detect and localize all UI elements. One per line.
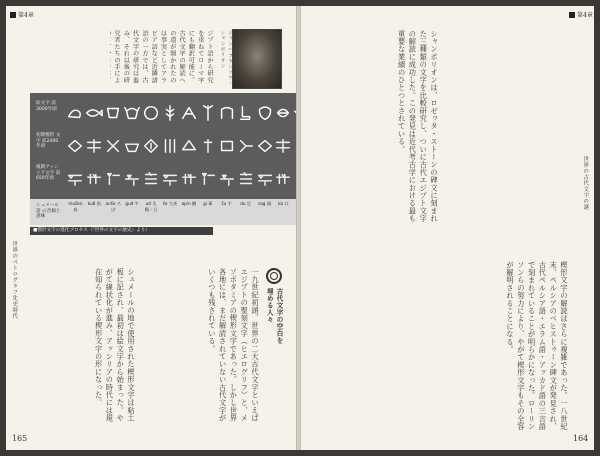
early-cuneiform-glyph bbox=[236, 130, 255, 162]
early-cuneiform-glyph bbox=[179, 130, 198, 162]
assyrian-cuneiform-glyph bbox=[66, 163, 85, 195]
section-heading bbox=[264, 268, 284, 348]
square-bullet-icon bbox=[10, 12, 16, 18]
early-cuneiform-glyph bbox=[104, 130, 123, 162]
early-cuneiform-glyph bbox=[198, 130, 217, 162]
assyrian-cuneiform-glyph bbox=[104, 163, 123, 195]
pictograph-glyph bbox=[123, 97, 142, 129]
pictograph-glyph bbox=[142, 97, 161, 129]
early-cuneiform-glyph bbox=[85, 130, 104, 162]
assyrian-cuneiform-glyph bbox=[255, 163, 274, 195]
sumerian-name-cell: ud 太陽・日 bbox=[144, 201, 158, 212]
running-header-right: 世界の古代文字の謎 bbox=[582, 156, 589, 210]
assyrian-cuneiform-glyph bbox=[198, 163, 217, 195]
chart-caption: ■楔形文字の進化プロセス（『世界の文字の歴史』より） bbox=[30, 227, 213, 235]
pictograph-glyph bbox=[217, 97, 236, 129]
sumerian-name-cell: mušen 鳥 bbox=[68, 201, 83, 212]
pictograph-glyph bbox=[161, 97, 180, 129]
assyrian-cuneiform-glyph bbox=[142, 163, 161, 195]
running-header-left: 世界のペトログラフ先史時代 bbox=[11, 241, 18, 319]
sumerian-name-cell: apin 鋤 bbox=[181, 201, 197, 206]
sumerian-name-cell: ku6 魚 bbox=[87, 201, 101, 206]
pictograph-glyph bbox=[104, 97, 123, 129]
sumerian-name-cell: šu 手 bbox=[221, 201, 232, 206]
right-page bbox=[301, 6, 594, 450]
body-upper-right: シャンポリオンは、ロゼッタ・ストーンの碑文に刻まれた三種類の文字を比較研究し、ついに古代エジプト文字の解読に成功した。この発見は近代考古学における最も重要な業績のひとつとされている。 bbox=[397, 30, 439, 223]
sumerian-name-cell: ka 口 bbox=[278, 201, 289, 206]
assyrian-cuneiform-glyph bbox=[161, 163, 180, 195]
sumerian-name-cell: du 足 bbox=[240, 201, 252, 206]
pictograph-glyph bbox=[66, 97, 85, 129]
target-circle-icon bbox=[266, 268, 282, 284]
cuneiform-evolution-chart bbox=[30, 93, 296, 225]
row-label-sumerian: シュメール語 の音価と意味 bbox=[36, 203, 61, 220]
sumerian-name-cell: anše ろば bbox=[105, 201, 122, 212]
section-title: 古代文字の空白を埋める人々 bbox=[265, 288, 284, 344]
early-cuneiform-glyph bbox=[142, 130, 161, 162]
body-lower-left-2: シュメールの地で使用された楔形文字は粘土板に記され、最初は絵文字から始まった。やがて線状化が進み、アッシリアの時代には現在知られている楔形文字の形になった。 bbox=[94, 268, 136, 422]
square-bullet-icon bbox=[569, 12, 575, 18]
portrait-caption: ジャン=フランソワ・シャンポリオン bbox=[219, 30, 233, 86]
assyrian-cuneiform-glyph bbox=[236, 163, 255, 195]
sumerian-name-cell: še 大麦 bbox=[162, 201, 178, 206]
pictograph-row bbox=[66, 97, 296, 129]
row-label-assyrian: 後期アッシ リア文字 前650年頃 bbox=[36, 165, 61, 182]
assyrian-cuneiform-glyph bbox=[217, 163, 236, 195]
pictograph-glyph bbox=[85, 97, 104, 129]
sumerian-name-cell: gi 葦 bbox=[203, 201, 213, 206]
assyrian-cuneiform-glyph bbox=[85, 163, 104, 195]
row-label-pictograph: 絵文字 前3000年頃 bbox=[36, 101, 57, 112]
pictograph-glyph bbox=[255, 97, 274, 129]
assyrian-cuneiform-glyph bbox=[274, 163, 293, 195]
pictograph-glyph bbox=[179, 97, 198, 129]
sumerian-names-row bbox=[66, 201, 296, 223]
early-cuneiform-glyph bbox=[123, 130, 142, 162]
early-cuneiform-glyph bbox=[217, 130, 236, 162]
body-lower-right: 楔形文字の解読はさらに複雑であった。一八世紀末、ペルシアのベヒストゥーン碑文が発見され、古代ペルシア語・エラム語・アッカド語の三言語で刻まれていることが明らかになった。ローリンソンらの努力により、やがて楔形文字もその全容が解明されることになる。 bbox=[506, 261, 569, 431]
chapter-mark-left: 第4章 bbox=[10, 10, 34, 19]
sumerian-name-cell: sag 頭 bbox=[258, 201, 271, 206]
pictograph-glyph bbox=[274, 97, 293, 129]
body-upper-left: ジプト語から研究を重ねてローマ字にも翻訳可能に。古代文字の解読への道が開かれたのは事実としてアラビア語など近隣諸語の一方では、古代文字の研究は進み、それ以後の研究者たちの手によ bbox=[113, 30, 213, 84]
row-label-early-cuneiform: 初期楔形 文字 前2400年頃 bbox=[36, 133, 61, 150]
body-lower-left-1: 一九世紀初頭、世界の二大古代文字といえばエジプトの聖刻文字（ヒエログリフ）と、メソポタミアの楔形文字であった。しかし世界各地には、まだ解読されていない古代文字がいくつも残されている。 bbox=[207, 268, 260, 422]
pictograph-glyph bbox=[198, 97, 217, 129]
early-cuneiform-row bbox=[66, 130, 296, 162]
assyrian-cuneiform-row bbox=[66, 163, 296, 195]
early-cuneiform-glyph bbox=[66, 130, 85, 162]
pictograph-glyph bbox=[236, 97, 255, 129]
chapter-mark-right: 第4章 bbox=[569, 10, 593, 19]
sumerian-name-cell: gud 牛 bbox=[125, 201, 139, 206]
early-cuneiform-glyph bbox=[274, 130, 293, 162]
page-number-left: 165 bbox=[12, 434, 28, 443]
portrait-photo bbox=[232, 29, 282, 89]
early-cuneiform-glyph bbox=[161, 130, 180, 162]
early-cuneiform-glyph bbox=[255, 130, 274, 162]
assyrian-cuneiform-glyph bbox=[123, 163, 142, 195]
page-number-right: 164 bbox=[573, 434, 589, 443]
assyrian-cuneiform-glyph bbox=[179, 163, 198, 195]
left-page bbox=[6, 6, 296, 450]
